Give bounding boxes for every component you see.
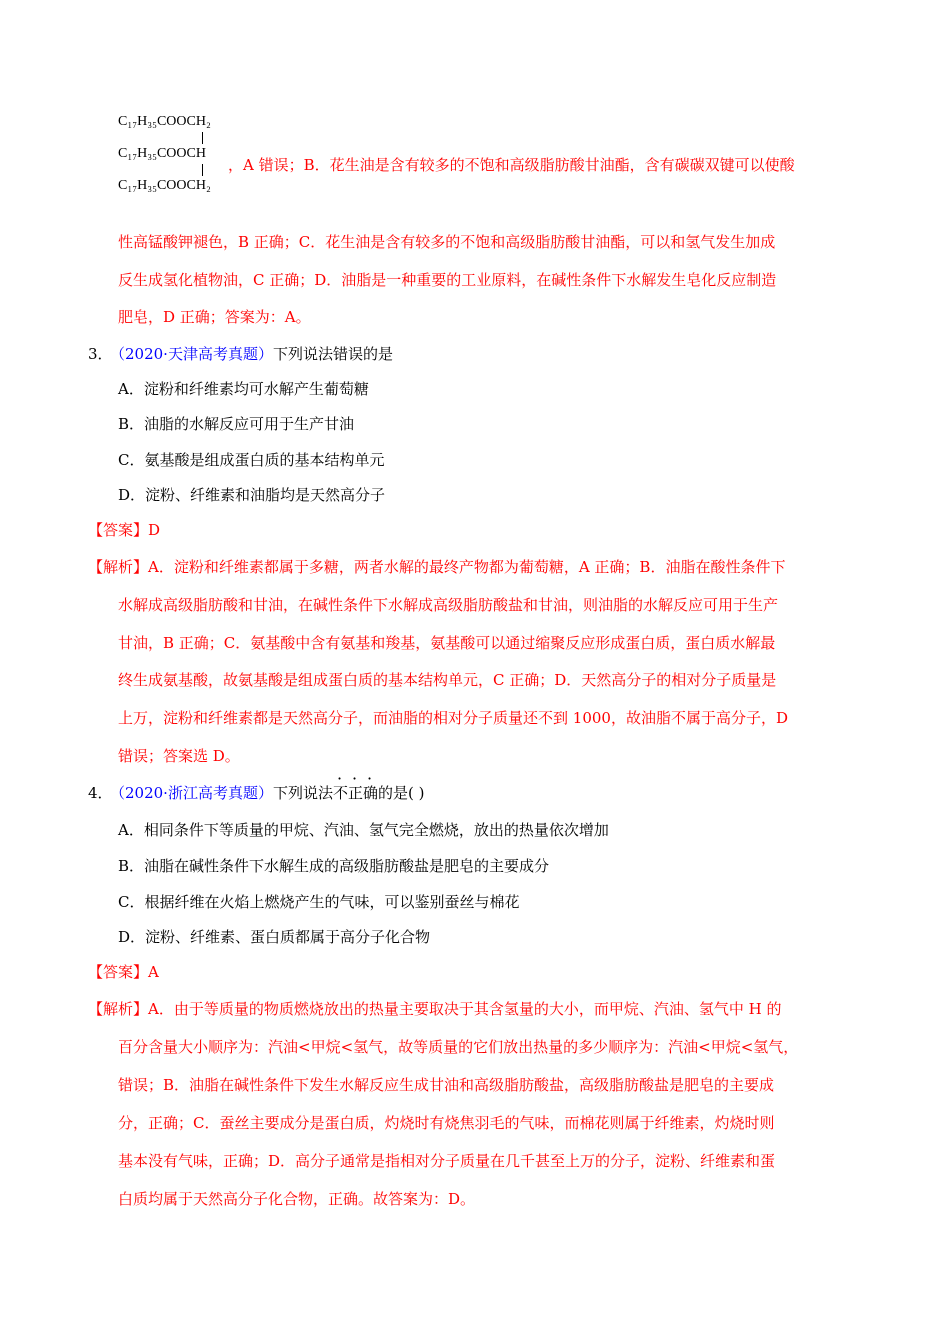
q3-option: B．油脂的水解反应可用于生产甘油 — [118, 415, 355, 433]
q3-analysis-line: 甘油，B 正确；C．氨基酸中含有氨基和羧基，氨基酸可以通过缩聚反应形成蛋白质，蛋白质水解最 — [118, 634, 776, 652]
q4-option: C．根据纤维在火焰上燃烧产生的气味，可以鉴别蚕丝与棉花 — [118, 893, 520, 911]
q2-analysis-line: ，A 错误；B．花生油是含有较多的不饱和高级脂肪酸甘油酯，含有碳碳双键可以使酸 — [228, 156, 795, 174]
q4-source: （2020·浙江高考真题） — [110, 784, 273, 802]
q3-analysis-line: 【解析】A．淀粉和纤维素都属于多糖，两者水解的最终产物都为葡萄糖，A 正确；B．油脂在酸性条件下 — [88, 558, 786, 576]
q3-number: 3． — [88, 345, 113, 363]
q4-answer: 【答案】A — [88, 963, 159, 981]
formula-line-3: C₁₇H₃₅COOCH₂ — [118, 178, 211, 193]
q4-stem-before: 下列说法 — [272, 784, 333, 802]
q2-analysis-line: 性高锰酸钾褪色，B 正确；C．花生油是含有较多的不饱和高级脂肪酸甘油酯，可以和氢气发生加成 — [118, 233, 776, 251]
q4-stem — [110, 783, 425, 803]
formula-bond — [118, 132, 238, 144]
q4-option: A．相同条件下等质量的甲烷、汽油、氢气完全燃烧，放出的热量依次增加 — [118, 821, 609, 839]
q4-emphasis-char: 正 — [347, 784, 363, 802]
q3-stem-text: 下列说法错误的是 — [272, 345, 393, 363]
q3-analysis-line: 错误；答案选 D。 — [118, 747, 240, 765]
q4-option: B．油脂在碱性条件下水解生成的高级脂肪酸盐是肥皂的主要成分 — [118, 857, 550, 875]
formula-bond — [118, 164, 238, 176]
formula-line-2: C₁₇H₃₅COOCH — [118, 146, 206, 161]
q3-stem — [110, 344, 393, 364]
q4-analysis-line: 百分含量大小顺序为：汽油<甲烷<氢气，故等质量的它们放出热量的多少顺序为：汽油<甲烷<氢气， — [118, 1038, 799, 1056]
q3-analysis-line: 终生成氨基酸，故氨基酸是组成蛋白质的基本结构单元，C 正确；D．天然高分子的相对分子质量是 — [118, 671, 777, 689]
q4-analysis-line: 分，正确；C．蚕丝主要成分是蛋白质，灼烧时有烧焦羽毛的气味，而棉花则属于纤维素，灼烧时则 — [118, 1114, 775, 1132]
q3-option: C．氨基酸是组成蛋白质的基本结构单元 — [118, 451, 385, 469]
q4-stem-after: 的是( ) — [378, 784, 425, 802]
q4-analysis-line: 基本没有气味，正确；D．高分子通常是指相对分子质量在几千甚至上万的分子，淀粉、纤维素和蛋 — [118, 1152, 776, 1170]
q3-answer: 【答案】D — [88, 521, 161, 539]
q4-emphasis-char: 确 — [363, 784, 379, 802]
formula-line-1: C₁₇H₃₅COOCH₂ — [118, 114, 211, 129]
q3-option: A．淀粉和纤维素均可水解产生葡萄糖 — [118, 380, 369, 398]
q4-analysis-line: 【解析】A．由于等质量的物质燃烧放出的热量主要取决于其含氢量的大小，而甲烷、汽油、氢气中 H 的 — [88, 1000, 782, 1018]
q4-analysis-line: 错误；B．油脂在碱性条件下发生水解反应生成甘油和高级脂肪酸盐，高级脂肪酸盐是肥皂的主要成 — [118, 1076, 775, 1094]
q4-option: D．淀粉、纤维素、蛋白质都属于高分子化合物 — [118, 928, 431, 946]
q3-option: D．淀粉、纤维素和油脂均是天然高分子 — [118, 486, 386, 504]
q4-number: 4． — [88, 784, 113, 802]
q3-analysis-line: 水解成高级脂肪酸和甘油，在碱性条件下水解成高级脂肪酸盐和甘油，则油脂的水解反应可用于生产 — [118, 596, 779, 614]
q2-analysis-line: 反生成氢化植物油，C 正确；D．油脂是一种重要的工业原料，在碱性条件下水解发生皂化反应制造 — [118, 271, 777, 289]
q3-analysis-line: 上万，淀粉和纤维素都是天然高分子，而油脂的相对分子质量还不到 1000，故油脂不属于高分子，D — [118, 709, 788, 727]
q4-emphasis-char: 不 — [332, 784, 348, 802]
glyceride-structural-formula — [118, 112, 238, 196]
q2-analysis-line: 肥皂，D 正确；答案为：A。 — [118, 308, 311, 326]
q4-analysis-line: 白质均属于天然高分子化合物，正确。故答案为：D。 — [118, 1190, 476, 1208]
q3-source: （2020·天津高考真题） — [110, 345, 273, 363]
